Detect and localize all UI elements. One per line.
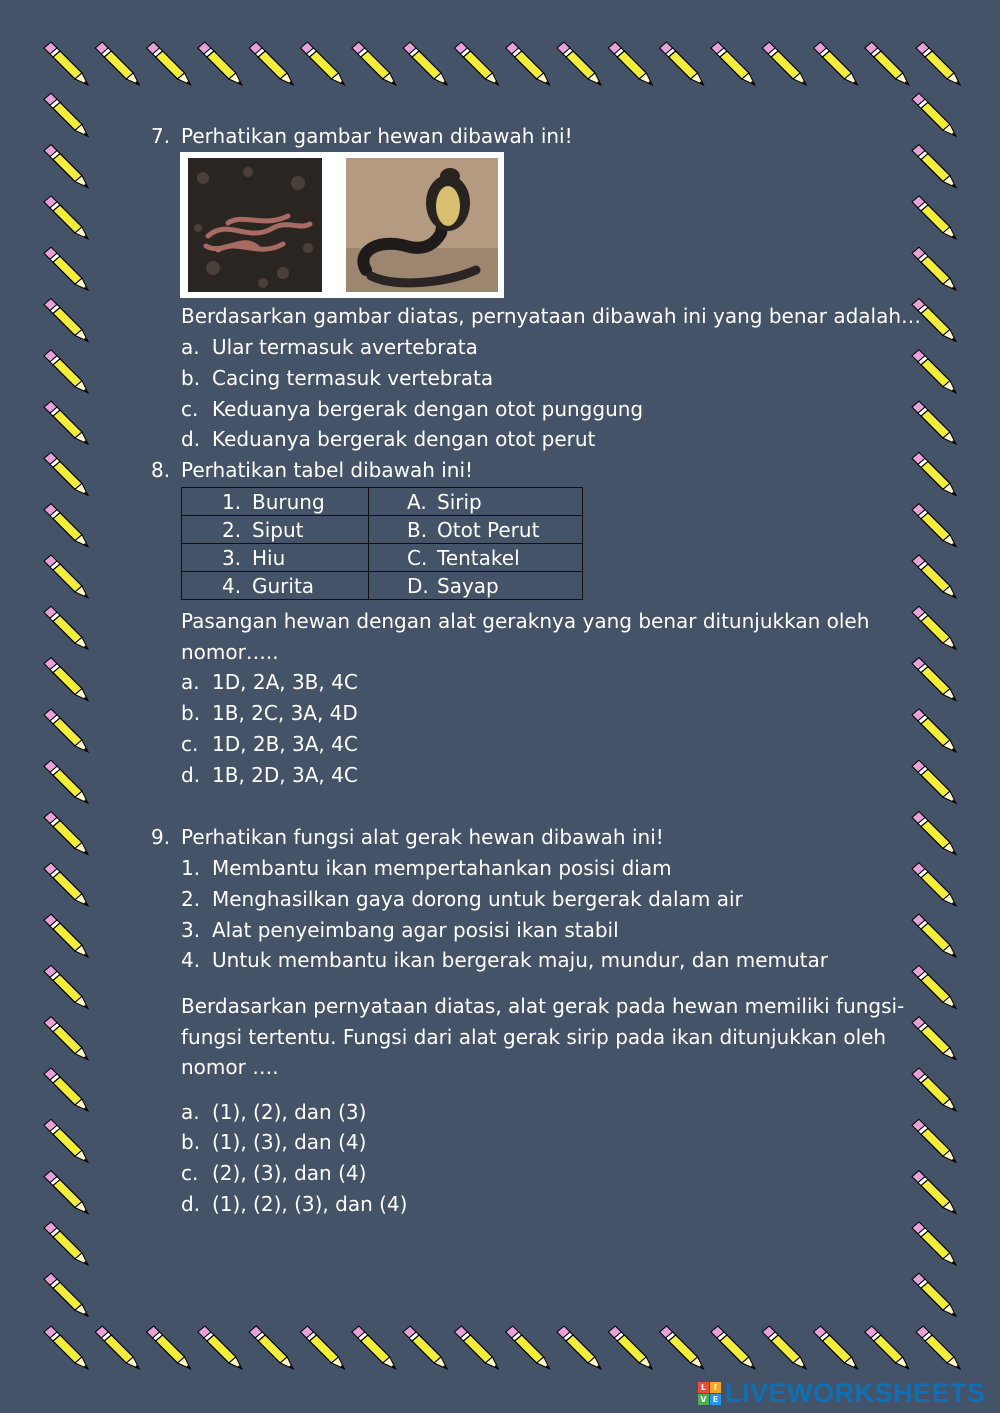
q9-option-b[interactable]: b. (1), (3), dan (4) bbox=[181, 1130, 367, 1154]
q9-item-1: 1. Membantu ikan mempertahankan posisi diam bbox=[181, 856, 672, 880]
q8-option-a[interactable]: a. 1D, 2A, 3B, 4C bbox=[181, 670, 358, 694]
pencil-icon bbox=[454, 1326, 498, 1369]
pencil-icon bbox=[912, 709, 956, 752]
pencil-icon bbox=[912, 196, 956, 239]
q9-statement-line3: nomor …. bbox=[181, 1055, 279, 1079]
q8-matching-table bbox=[181, 487, 583, 600]
pencil-icon bbox=[44, 350, 88, 393]
q7-number: 7. bbox=[151, 124, 171, 148]
q8-option-d[interactable]: d. 1B, 2D, 3A, 4C bbox=[181, 763, 358, 787]
pencil-icon bbox=[912, 1222, 956, 1265]
pencil-icon bbox=[44, 1273, 88, 1316]
pencil-icon bbox=[44, 145, 88, 188]
pencil-icon bbox=[912, 1273, 956, 1316]
pencil-icon bbox=[44, 1068, 88, 1111]
pencil-icon bbox=[660, 1326, 704, 1369]
pencil-icon bbox=[403, 42, 447, 85]
q9-item-3: 3. Alat penyeimbang agar posisi ikan stabil bbox=[181, 918, 619, 942]
table-row: 1. Burung A. Sirip bbox=[182, 488, 583, 516]
pencil-icon bbox=[711, 42, 755, 85]
pencil-icon bbox=[506, 42, 550, 85]
pencil-icon bbox=[95, 1326, 139, 1369]
pencil-icon bbox=[198, 1326, 242, 1369]
pencil-icon bbox=[608, 1326, 652, 1369]
pencil-icon bbox=[660, 42, 704, 85]
pencil-icon bbox=[912, 1017, 956, 1060]
pencil-icon bbox=[762, 42, 806, 85]
q7-option-a[interactable]: a. Ular termasuk avertebrata bbox=[181, 335, 478, 359]
pencil-icon bbox=[912, 760, 956, 803]
pencil-icon bbox=[352, 42, 396, 85]
pencil-icon bbox=[912, 863, 956, 906]
q9-statement-line1: Berdasarkan pernyataan diatas, alat gerak pada hewan memiliki fungsi- bbox=[181, 994, 905, 1018]
pencil-icon bbox=[912, 1119, 956, 1162]
pencil-icon bbox=[44, 709, 88, 752]
pencil-icon bbox=[912, 1171, 956, 1214]
pencil-icon bbox=[301, 1326, 345, 1369]
q9-option-a[interactable]: a. (1), (2), dan (3) bbox=[181, 1100, 367, 1124]
logo-mark-icon: L I V E bbox=[698, 1382, 721, 1405]
pencil-icon bbox=[44, 93, 88, 136]
pencil-icon bbox=[865, 1326, 909, 1369]
pencil-icon bbox=[44, 863, 88, 906]
logo-wordmark: LIVEWORKSHEETS bbox=[725, 1377, 986, 1408]
pencil-icon bbox=[301, 42, 345, 85]
pencil-icon bbox=[44, 914, 88, 957]
q7-option-b[interactable]: b. Cacing termasuk vertebrata bbox=[181, 366, 494, 390]
pencil-icon bbox=[403, 1326, 447, 1369]
table-row: 3. Hiu C. Tentakel bbox=[182, 544, 583, 572]
pencil-icon bbox=[44, 42, 88, 85]
pencil-icon bbox=[912, 350, 956, 393]
q8-prompt: Perhatikan tabel dibawah ini! bbox=[181, 458, 474, 482]
pencil-icon bbox=[557, 1326, 601, 1369]
pencil-icon bbox=[916, 1326, 960, 1369]
q7-prompt: Perhatikan gambar hewan dibawah ini! bbox=[181, 124, 573, 148]
pencil-icon bbox=[912, 145, 956, 188]
pencil-icon bbox=[912, 965, 956, 1008]
q7-option-d[interactable]: d. Keduanya bergerak dengan otot perut bbox=[181, 427, 596, 451]
pencil-icon bbox=[147, 1326, 191, 1369]
pencil-icon bbox=[44, 555, 88, 598]
q9-item-4: 4. Untuk membantu ikan bergerak maju, mundur, dan memutar bbox=[181, 948, 828, 972]
pencil-icon bbox=[44, 452, 88, 495]
q9-item-2: 2. Menghasilkan gaya dorong untuk bergerak dalam air bbox=[181, 887, 743, 911]
q9-statement-line2: fungsi tertentu. Fungsi dari alat gerak sirip pada ikan ditunjukkan oleh bbox=[181, 1025, 887, 1049]
pencil-icon bbox=[44, 401, 88, 444]
pencil-icon bbox=[916, 42, 960, 85]
pencil-icon bbox=[44, 606, 88, 649]
pencil-icon bbox=[147, 42, 191, 85]
pencil-icon bbox=[44, 196, 88, 239]
q9-option-c[interactable]: c. (2), (3), dan (4) bbox=[181, 1161, 367, 1185]
pencil-icon bbox=[762, 1326, 806, 1369]
pencil-icon bbox=[865, 42, 909, 85]
pencil-icon bbox=[44, 1326, 88, 1369]
pencil-icon bbox=[44, 247, 88, 290]
pencil-icon bbox=[912, 93, 956, 136]
pencil-icon bbox=[44, 760, 88, 803]
pencil-icon bbox=[912, 1068, 956, 1111]
pencil-icon bbox=[711, 1326, 755, 1369]
q8-option-c[interactable]: c. 1D, 2B, 3A, 4C bbox=[181, 732, 358, 756]
earthworm-photo bbox=[188, 158, 322, 292]
pencil-icon bbox=[198, 42, 242, 85]
pencil-icon bbox=[44, 1119, 88, 1162]
pencil-icon bbox=[912, 452, 956, 495]
q9-option-d[interactable]: d. (1), (2), (3), dan (4) bbox=[181, 1192, 408, 1216]
q8-statement-line1: Pasangan hewan dengan alat geraknya yang benar ditunjukkan oleh bbox=[181, 609, 870, 633]
q7-photos bbox=[180, 152, 504, 298]
q8-option-b[interactable]: b. 1B, 2C, 3A, 4D bbox=[181, 701, 358, 725]
table-row: 4. Gurita D. Sayap bbox=[182, 572, 583, 600]
pencil-icon bbox=[454, 42, 498, 85]
cobra-photo bbox=[346, 158, 498, 292]
pencil-icon bbox=[44, 658, 88, 701]
pencil-icon bbox=[814, 1326, 858, 1369]
pencil-icon bbox=[814, 42, 858, 85]
pencil-icon bbox=[557, 42, 601, 85]
q8-statement-line2: nomor….. bbox=[181, 640, 279, 664]
pencil-icon bbox=[912, 658, 956, 701]
pencil-icon bbox=[352, 1326, 396, 1369]
pencil-icon bbox=[912, 914, 956, 957]
table-row: 2. Siput B. Otot Perut bbox=[182, 516, 583, 544]
pencil-icon bbox=[249, 42, 293, 85]
q7-option-c[interactable]: c. Keduanya bergerak dengan otot punggung bbox=[181, 397, 644, 421]
q9-prompt: Perhatikan fungsi alat gerak hewan dibawah ini! bbox=[181, 825, 664, 849]
pencil-icon bbox=[95, 42, 139, 85]
q9-number: 9. bbox=[151, 825, 171, 849]
pencil-icon bbox=[912, 504, 956, 547]
pencil-icon bbox=[912, 401, 956, 444]
pencil-icon bbox=[506, 1326, 550, 1369]
q8-number: 8. bbox=[151, 458, 171, 482]
pencil-icon bbox=[912, 606, 956, 649]
pencil-icon bbox=[44, 299, 88, 342]
pencil-icon bbox=[912, 247, 956, 290]
pencil-icon bbox=[912, 555, 956, 598]
pencil-icon bbox=[44, 1171, 88, 1214]
pencil-icon bbox=[44, 504, 88, 547]
pencil-icon bbox=[44, 812, 88, 855]
pencil-icon bbox=[912, 812, 956, 855]
pencil-icon bbox=[44, 1222, 88, 1265]
liveworksheets-logo[interactable] bbox=[698, 1378, 986, 1408]
pencil-icon bbox=[44, 965, 88, 1008]
pencil-icon bbox=[249, 1326, 293, 1369]
pencil-icon bbox=[608, 42, 652, 85]
pencil-icon bbox=[44, 1017, 88, 1060]
q7-statement: Berdasarkan gambar diatas, pernyataan dibawah ini yang benar adalah… bbox=[181, 304, 922, 328]
